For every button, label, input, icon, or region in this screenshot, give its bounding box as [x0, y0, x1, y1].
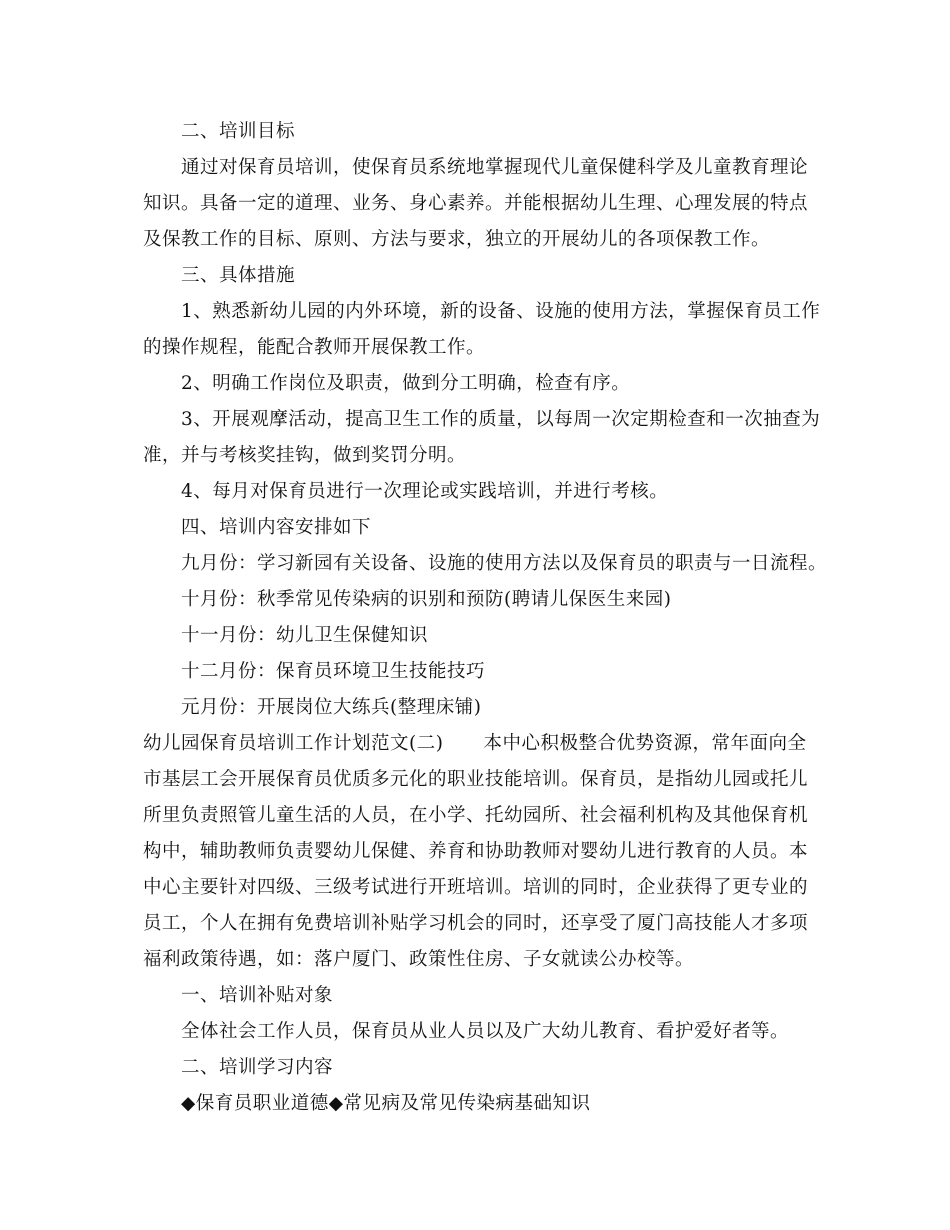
paragraph-line: 准，并与考核奖挂钩，做到奖罚分明。 — [143, 445, 467, 466]
schedule-item: 九月份：学习新园有关设备、设施的使用方法以及保育员的职责与一日流程。 — [181, 553, 828, 574]
paragraph-line: 构中，辅助教师负责婴幼儿保健、养育和协助教师对婴幼儿进行教育的人员。本 — [143, 841, 809, 862]
section-heading: 一、培训补贴对象 — [181, 985, 334, 1006]
section-heading: 四、培训内容安排如下 — [181, 517, 372, 538]
paragraph-line: 的操作规程，能配合教师开展保教工作。 — [143, 337, 486, 358]
paragraph-line: 福利政策待遇，如：落户厦门、政策性住房、子女就读公办校等。 — [143, 949, 695, 970]
list-item: 3、开展观摩活动，提高卫生工作的质量，以每周一次定期检查和一次抽查为 — [181, 409, 821, 430]
paragraph-line: 通过对保育员培训，使保育员系统地掌握现代儿童保健科学及儿童教育理论 — [181, 157, 809, 178]
section-heading: 三、具体措施 — [181, 265, 296, 286]
schedule-item: 元月份：开展岗位大练兵(整理床铺) — [181, 697, 482, 718]
schedule-item: 十一月份：幼儿卫生保健知识 — [181, 625, 429, 646]
document-title: 幼儿园保育员培训工作计划范文(二) — [143, 733, 444, 754]
paragraph-line: 及保教工作的目标、原则、方法与要求，独立的开展幼儿的各项保教工作。 — [143, 229, 771, 250]
section-heading: 二、培训目标 — [181, 121, 296, 142]
paragraph-line: 员工，个人在拥有免费培训补贴学习机会的同时，还享受了厦门高技能人才多项 — [143, 913, 809, 934]
list-item: 2、明确工作岗位及职责，做到分工明确，检查有序。 — [181, 373, 631, 394]
section-heading: 二、培训学习内容 — [181, 1057, 334, 1078]
paragraph-text: 本中心积极整合优势资源，常年面向全 — [483, 733, 807, 754]
paragraph-line: 知识。具备一定的道理、业务、身心素养。并能根据幼儿生理、心理发展的特点 — [143, 193, 809, 214]
paragraph-line: 市基层工会开展保育员优质多元化的职业技能培训。保育员，是指幼儿园或托儿 — [143, 769, 809, 790]
schedule-item: 十月份：秋季常见传染病的识别和预防(聘请儿保医生来园) — [181, 589, 672, 610]
paragraph-line: 中心主要针对四级、三级考试进行开班培训。培训的同时，企业获得了更专业的 — [143, 877, 809, 898]
paragraph-line — [143, 726, 823, 762]
list-item: 4、每月对保育员进行一次理论或实践培训，并进行考核。 — [181, 481, 669, 502]
schedule-item: 十二月份：保育员环境卫生技能技巧 — [181, 661, 486, 682]
paragraph-line: 所里负责照管儿童生活的人员，在小学、托幼园所、社会福利机构及其他保育机 — [143, 805, 809, 826]
bullet-list-line: ◆保育员职业道德◆常见病及常见传染病基础知识 — [181, 1093, 591, 1114]
list-item: 1、熟悉新幼儿园的内外环境，新的设备、设施的使用方法，掌握保育员工作 — [181, 301, 821, 322]
paragraph-line: 全体社会工作人员，保育员从业人员以及广大幼儿教育、看护爱好者等。 — [181, 1021, 790, 1042]
